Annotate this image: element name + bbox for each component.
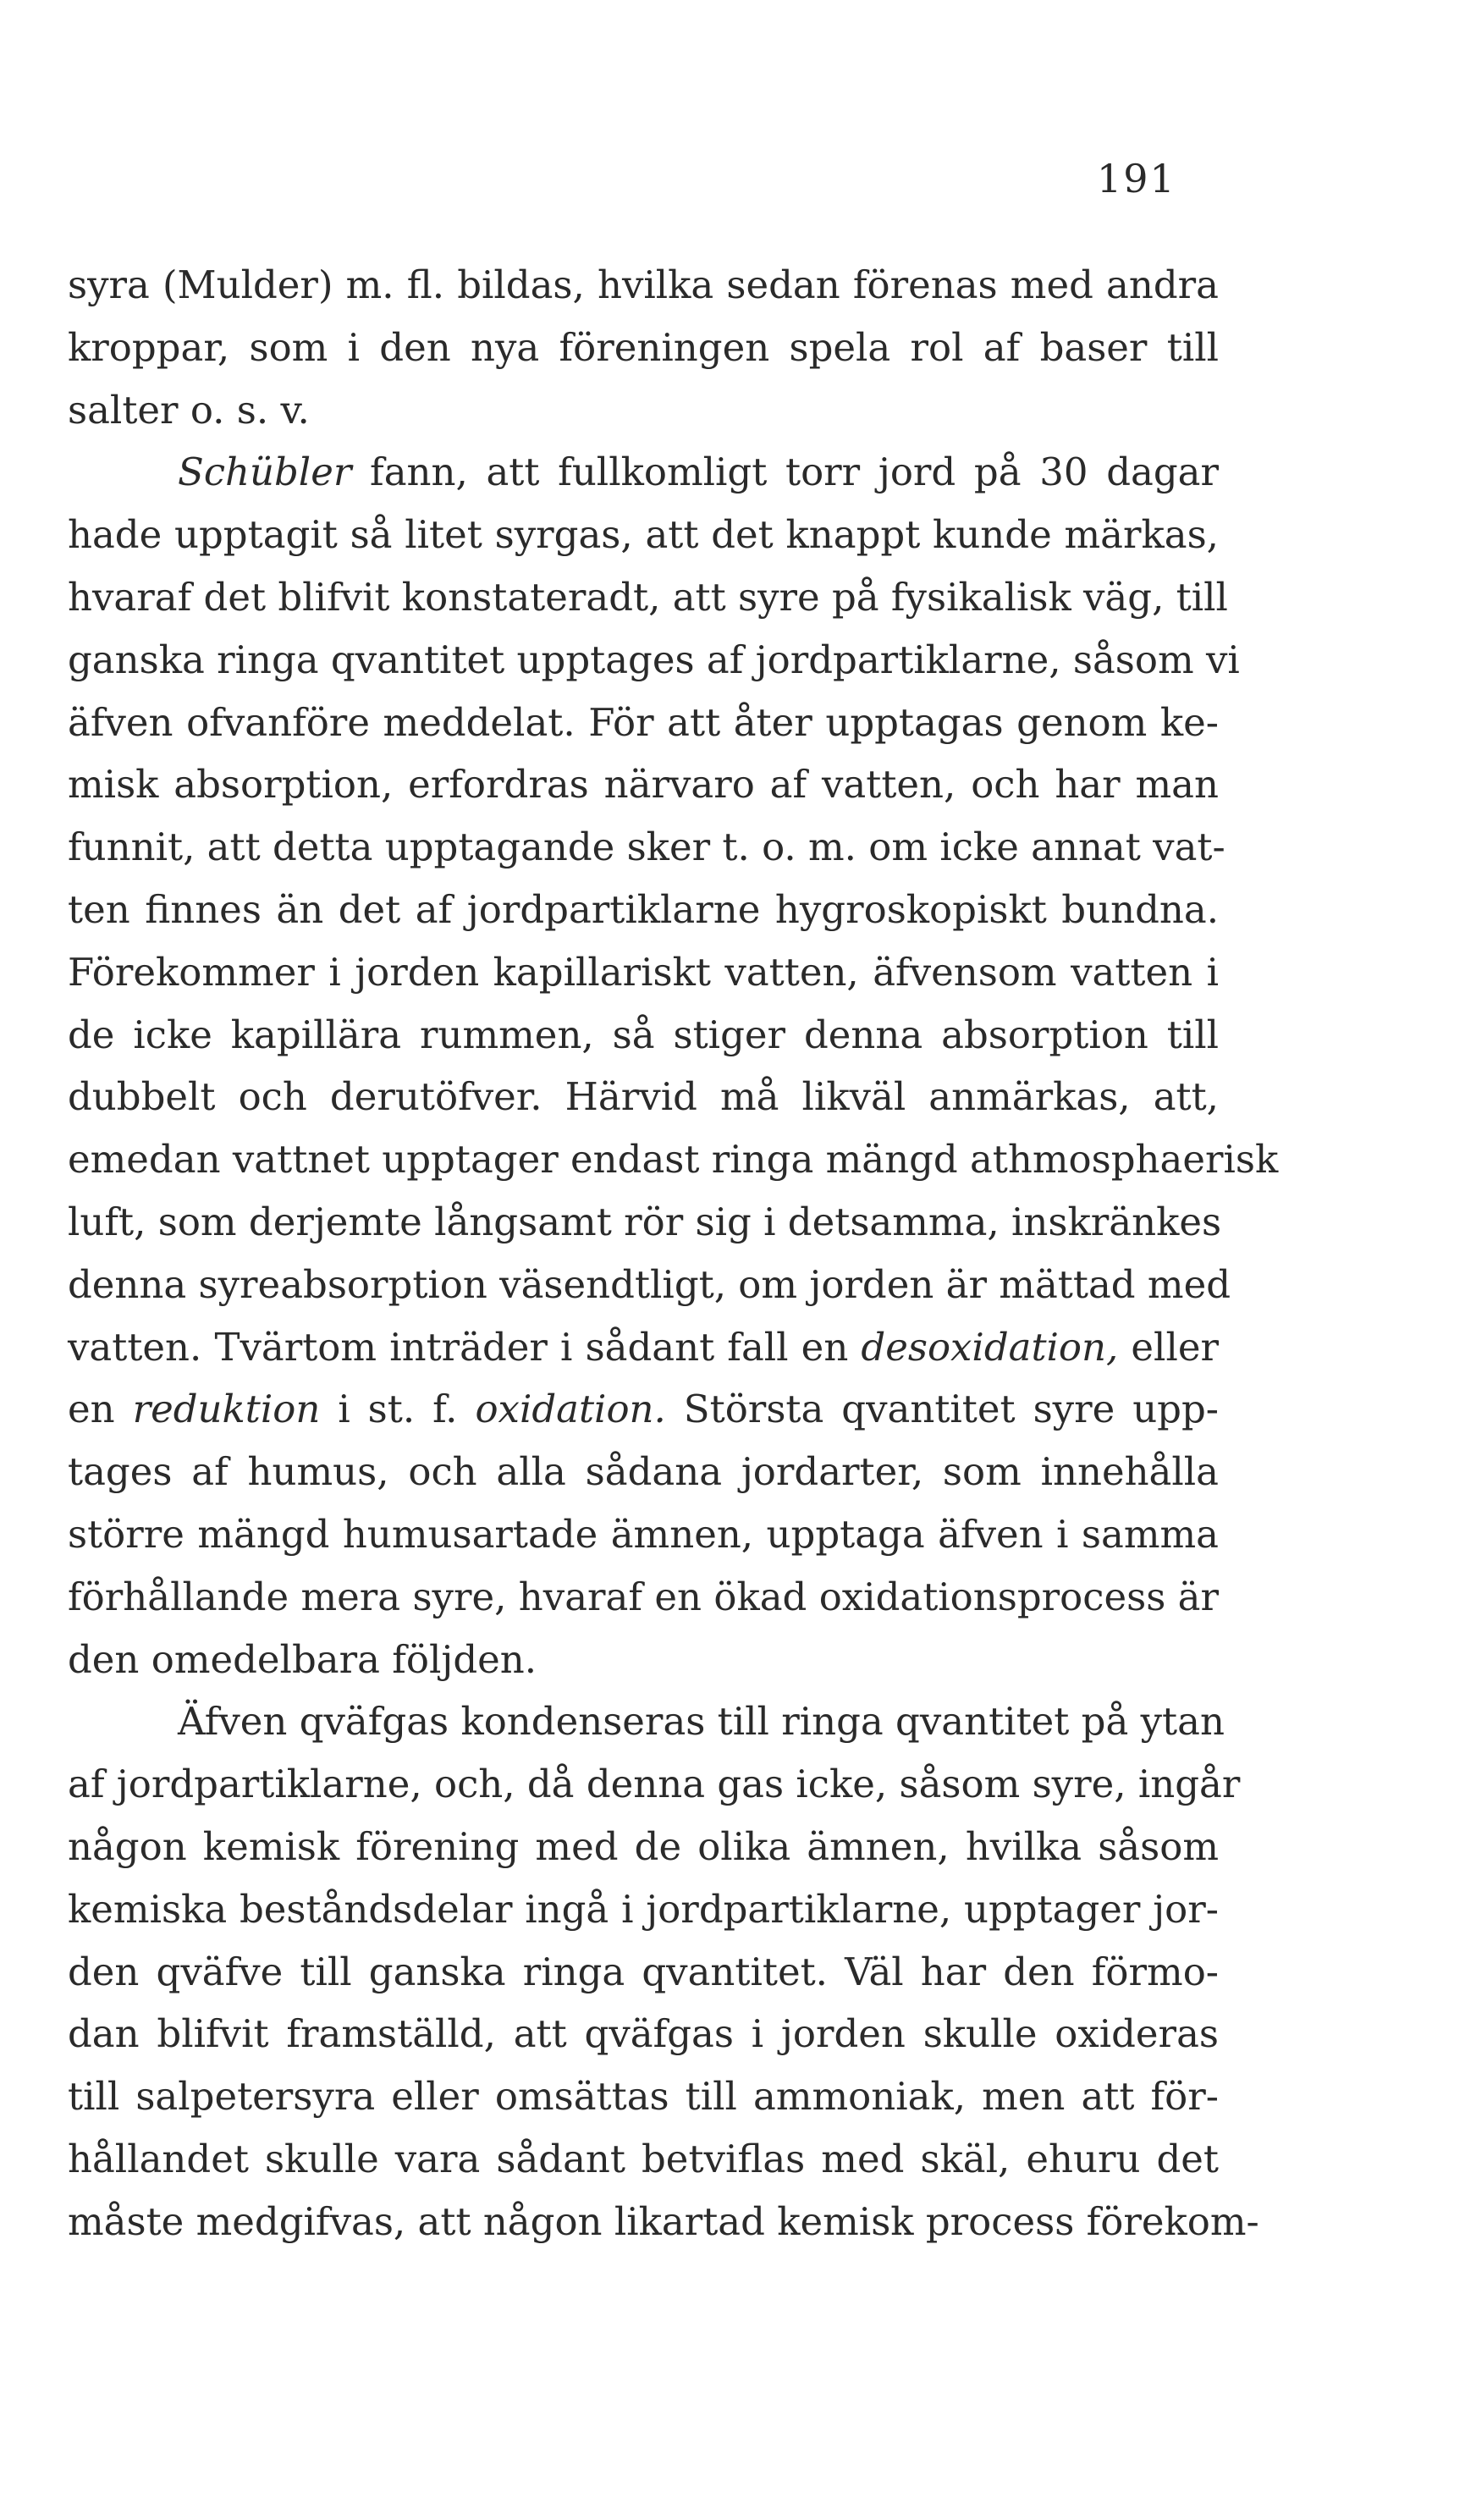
text-line: förhållande mera syre, hvaraf en ökad oxidationsprocess är [68, 1574, 1219, 1619]
text-line: äfven ofvanföre meddelat. För att åter upptagas genom ke- [68, 699, 1219, 745]
text-line: Förekommer i jorden kapillariskt vatten, äfvensom vatten i [68, 949, 1219, 995]
text-segment: eller [1118, 1324, 1219, 1370]
italic-term: oxidation. [475, 1387, 666, 1432]
text-line: emedan vattnet upptager endast ringa mängd athmosphaerisk [68, 1137, 1279, 1183]
text-line: måste medgifvas, att någon likartad kemisk process förekom- [68, 2198, 1259, 2244]
italic-term: reduktion [132, 1387, 321, 1432]
body-text [68, 254, 1279, 2253]
text-line [68, 1378, 1219, 1441]
text-segment: vatten. Tvärtom inträder i sådant fall en [68, 1324, 862, 1370]
text-line: de icke kapillära rummen, så stiger denna absorption till [68, 1012, 1219, 1057]
text-line: ten finnes än det af jordpartiklarne hygroskopiskt bundna. [68, 886, 1219, 932]
text-line: funnit, att detta upptagande sker t. o. m. om icke annat vat- [68, 824, 1225, 870]
text-segment: Största qvantitet syre upp- [665, 1387, 1220, 1432]
text-line: den omedelbara följden. [68, 1636, 537, 1682]
text-line: större mängd humusartade ämnen, upptaga äfven i samma [68, 1511, 1219, 1557]
text-line: någon kemisk förening med de olika ämnen, hvilka såsom [68, 1823, 1219, 1869]
text-line: salter o. s. v. [68, 387, 310, 433]
text-line [68, 441, 1219, 504]
text-line: ganska ringa qvantitet upptages af jordpartiklarne, såsom vi [68, 637, 1240, 682]
text-segment: en [68, 1387, 133, 1432]
text-line: kroppar, som i den nya föreningen spela rol af baser till [68, 324, 1219, 370]
text-line: syra (Mulder) m. fl. bildas, hvilka sedan förenas med andra [68, 262, 1219, 307]
text-line: hållandet skulle vara sådant betviflas med skäl, ehuru det [68, 2136, 1219, 2181]
italic-term: desoxidation, [861, 1324, 1119, 1370]
text-line: dan blifvit framställd, att qväfgas i jorden skulle oxideras [68, 2011, 1219, 2057]
text-line: hvaraf det blifvit konstateradt, att syre på fysikalisk väg, till [68, 574, 1228, 620]
text-segment: i st. f. [320, 1387, 476, 1432]
text-line: denna syreabsorption väsendtligt, om jorden är mättad med [68, 1261, 1231, 1307]
text-line: misk absorption, erfordras närvaro af vatten, och har man [68, 762, 1219, 808]
text-line: till salpetersyra eller omsättas till ammoniak, men att för- [68, 2074, 1219, 2120]
text-line: kemiska beståndsdelar ingå i jordpartiklarne, upptager jor- [68, 1886, 1219, 1932]
text-line [68, 1316, 1219, 1379]
page-number: 191 [1097, 156, 1176, 201]
italic-author-name: Schübler [178, 449, 352, 495]
text-line: den qväfve till ganska ringa qvantitet. Väl har den förmo- [68, 1949, 1219, 1994]
text-line: hade upptagit så litet syrgas, att det knappt kunde märkas, [68, 512, 1219, 558]
text-line: af jordpartiklarne, och, då denna gas icke, såsom syre, ingår [68, 1762, 1241, 1807]
text-line: Äfven qväfgas kondenseras till ringa qvantitet på ytan [178, 1699, 1225, 1745]
text-segment: fann, att fullkomligt torr jord på 30 dagar [351, 449, 1219, 495]
text-line: luft, som derjemte långsamt rör sig i detsamma, inskränkes [68, 1199, 1222, 1244]
text-line: dubbelt och derutöfver. Härvid må likväl anmärkas, att, [68, 1074, 1219, 1120]
text-line: tages af humus, och alla sådana jordarter, som innehålla [68, 1449, 1219, 1495]
